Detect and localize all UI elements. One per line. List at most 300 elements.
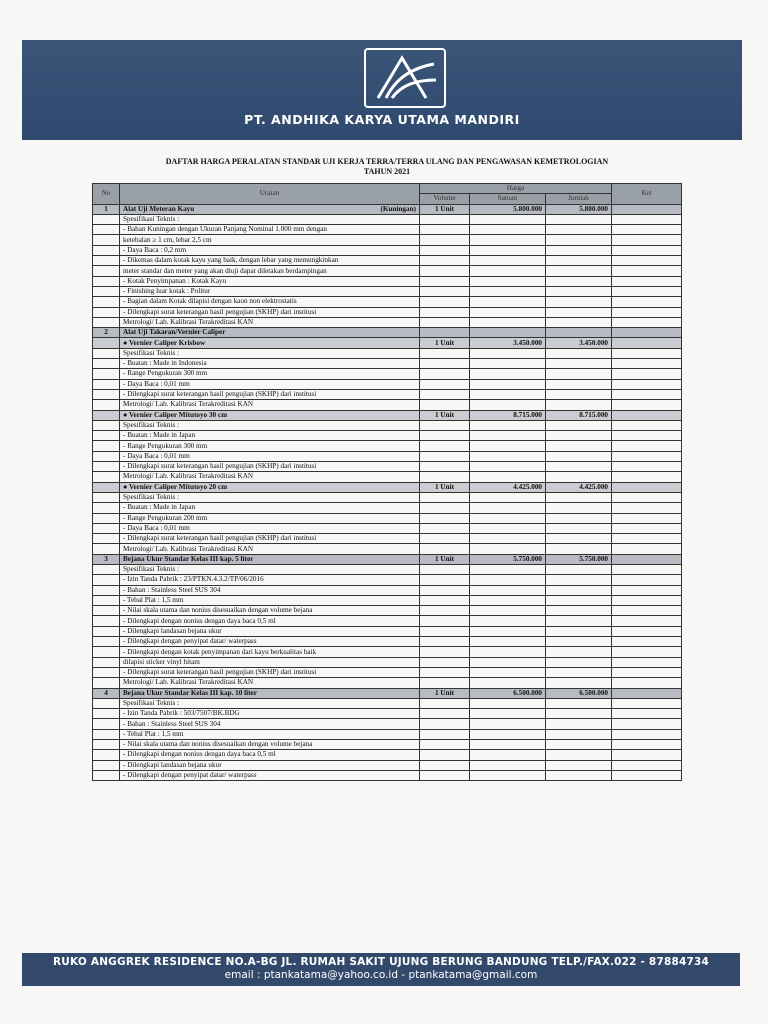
cell-satuan: 8.715.000 <box>470 410 546 420</box>
cell-ket <box>612 770 682 780</box>
cell-satuan <box>470 256 546 266</box>
cell-satuan <box>470 400 546 410</box>
cell-satuan <box>470 760 546 770</box>
cell-no <box>93 482 120 492</box>
cell-ket <box>612 740 682 750</box>
cell-uraian <box>120 297 420 307</box>
cell-satuan <box>470 492 546 502</box>
table-row <box>93 359 682 369</box>
cell-no <box>93 235 120 245</box>
cell-uraian <box>120 503 420 513</box>
cell-jumlah <box>546 307 612 317</box>
cell-ket <box>612 585 682 595</box>
cell-jumlah <box>546 379 612 389</box>
cell-ket <box>612 307 682 317</box>
cell-volume <box>420 678 470 688</box>
cell-ket <box>612 657 682 667</box>
table-row <box>93 564 682 574</box>
cell-satuan <box>470 678 546 688</box>
item-description: Metrologi/ Lab. Kalibrasi Terakreditasi KAN <box>123 544 254 553</box>
cell-satuan <box>470 626 546 636</box>
cell-volume <box>420 369 470 379</box>
cell-uraian <box>120 472 420 482</box>
cell-no <box>93 338 120 348</box>
cell-satuan <box>470 348 546 358</box>
cell-jumlah <box>546 235 612 245</box>
item-description: Metrologi/ Lab. Kalibrasi Terakreditasi KAN <box>123 400 254 409</box>
cell-volume: 1 Unit <box>420 204 470 214</box>
table-row <box>93 667 682 677</box>
cell-no: 3 <box>93 554 120 564</box>
cell-satuan <box>470 441 546 451</box>
cell-jumlah <box>546 359 612 369</box>
cell-satuan <box>470 740 546 750</box>
cell-satuan <box>470 657 546 667</box>
cell-no <box>93 678 120 688</box>
item-description: - Dilengkapi surat keterangan hasil pengujian (SKHP) dari institusi <box>123 534 317 543</box>
table-row <box>93 462 682 472</box>
cell-volume <box>420 245 470 255</box>
cell-jumlah: 8.715.000 <box>546 410 612 420</box>
cell-satuan <box>470 616 546 626</box>
cell-ket <box>612 420 682 430</box>
cell-satuan <box>470 369 546 379</box>
table-row <box>93 760 682 770</box>
item-description: dilapisi sticker vinyl hitam <box>123 657 200 666</box>
cell-no <box>93 348 120 358</box>
cell-uraian <box>120 750 420 760</box>
item-description: Metrologi/ Lab. Kalibrasi Terakreditasi KAN <box>123 318 254 326</box>
cell-no <box>93 544 120 554</box>
cell-satuan <box>470 637 546 647</box>
cell-jumlah <box>546 369 612 379</box>
item-description: ● Vernier Caliper Mitutoyo 20 cm <box>123 482 228 491</box>
cell-jumlah <box>546 492 612 502</box>
cell-uraian <box>120 256 420 266</box>
footer-email: email : ptankatama@yahoo.co.id - ptankatama@gmail.com <box>224 969 538 981</box>
table-row <box>93 585 682 595</box>
cell-satuan <box>470 698 546 708</box>
cell-satuan <box>470 389 546 399</box>
cell-satuan <box>470 503 546 513</box>
cell-uraian <box>120 245 420 255</box>
cell-ket <box>612 606 682 616</box>
table-row <box>93 626 682 636</box>
cell-no <box>93 719 120 729</box>
cell-volume <box>420 770 470 780</box>
item-description: - Tebal Plat : 1,5 mm <box>123 596 184 605</box>
cell-jumlah <box>546 256 612 266</box>
cell-jumlah <box>546 513 612 523</box>
cell-no <box>93 462 120 472</box>
table-row <box>93 400 682 410</box>
cell-jumlah <box>546 750 612 760</box>
table-row <box>93 709 682 719</box>
cell-satuan: 5.800.000 <box>470 204 546 214</box>
cell-no <box>93 307 120 317</box>
col-header-uraian: Uraian <box>120 184 420 205</box>
cell-ket <box>612 698 682 708</box>
item-description: Metrologi/ Lab. Kalibrasi Terakreditasi KAN <box>123 678 254 687</box>
cell-jumlah <box>546 214 612 224</box>
cell-jumlah <box>546 667 612 677</box>
cell-jumlah <box>546 462 612 472</box>
cell-uraian <box>120 410 420 420</box>
table-row <box>93 204 682 214</box>
cell-uraian <box>120 657 420 667</box>
cell-volume <box>420 214 470 224</box>
cell-no <box>93 317 120 327</box>
cell-ket <box>612 482 682 492</box>
item-description: - Izin Tanda Pabrik : 503/7507/BK.BDG <box>123 709 240 718</box>
cell-ket <box>612 575 682 585</box>
cell-satuan <box>470 523 546 533</box>
cell-no: 1 <box>93 204 120 214</box>
cell-no <box>93 513 120 523</box>
cell-uraian <box>120 338 420 348</box>
cell-ket <box>612 297 682 307</box>
table-row <box>93 637 682 647</box>
cell-no <box>93 286 120 296</box>
cell-volume <box>420 523 470 533</box>
cell-volume <box>420 492 470 502</box>
cell-ket <box>612 729 682 739</box>
cell-uraian <box>120 286 420 296</box>
item-description: Spesifikasi Teknis : <box>123 698 180 707</box>
cell-jumlah <box>546 719 612 729</box>
cell-satuan <box>470 225 546 235</box>
cell-ket <box>612 276 682 286</box>
cell-volume <box>420 585 470 595</box>
item-tag: (Kuningan) <box>380 204 416 213</box>
cell-uraian <box>120 523 420 533</box>
cell-jumlah <box>546 544 612 554</box>
cell-uraian <box>120 214 420 224</box>
item-description: - Buatan : Made in Japan <box>123 431 196 440</box>
cell-ket <box>612 317 682 327</box>
table-row <box>93 266 682 276</box>
cell-satuan <box>470 451 546 461</box>
item-description: - Dilengkapi surat keterangan hasil pengujian (SKHP) dari institusi <box>123 390 317 399</box>
item-description: - Dilengkapi dengan kotak penyimpanan dari kayu berkualitas baik <box>123 647 317 656</box>
cell-uraian <box>120 441 420 451</box>
cell-volume <box>420 441 470 451</box>
col-header-harga: Harga <box>420 184 612 194</box>
item-description: - Bahan : Stainless Steel SUS 304 <box>123 585 221 594</box>
cell-jumlah <box>546 441 612 451</box>
cell-satuan <box>470 513 546 523</box>
cell-uraian <box>120 276 420 286</box>
cell-jumlah <box>546 637 612 647</box>
company-logo-icon <box>364 48 446 108</box>
item-description: - Daya Baca : 0,2 mm <box>123 245 187 254</box>
cell-volume <box>420 760 470 770</box>
cell-no: 4 <box>93 688 120 698</box>
table-row <box>93 235 682 245</box>
cell-ket <box>612 544 682 554</box>
cell-volume <box>420 472 470 482</box>
price-table <box>92 183 682 781</box>
cell-ket <box>612 225 682 235</box>
item-description: - Buatan : Made in Japan <box>123 503 196 512</box>
col-header-no: No <box>93 184 120 205</box>
cell-no <box>93 750 120 760</box>
cell-ket <box>612 472 682 482</box>
item-description: - Bagian dalam Kotak dilapisi dengan kaon non elektrostatis <box>123 297 297 306</box>
cell-satuan <box>470 235 546 245</box>
cell-no <box>93 472 120 482</box>
item-description: ● Vernier Caliper Mitutoyo 30 cm <box>123 410 228 419</box>
table-row <box>93 554 682 564</box>
cell-uraian <box>120 389 420 399</box>
cell-ket <box>612 534 682 544</box>
cell-no <box>93 657 120 667</box>
cell-jumlah <box>546 698 612 708</box>
cell-ket <box>612 266 682 276</box>
cell-uraian <box>120 492 420 502</box>
item-description: - Range Pengukuran 300 mm <box>123 369 208 378</box>
item-description: Spesifikasi Teknis : <box>123 420 180 429</box>
cell-uraian <box>120 451 420 461</box>
cell-ket <box>612 709 682 719</box>
cell-volume <box>420 276 470 286</box>
table-row <box>93 523 682 533</box>
table-row <box>93 513 682 523</box>
cell-uraian <box>120 585 420 595</box>
cell-volume: 1 Unit <box>420 410 470 420</box>
cell-jumlah: 3.450.000 <box>546 338 612 348</box>
cell-jumlah <box>546 451 612 461</box>
cell-ket <box>612 492 682 502</box>
cell-volume <box>420 667 470 677</box>
cell-jumlah <box>546 431 612 441</box>
cell-satuan <box>470 359 546 369</box>
cell-no <box>93 266 120 276</box>
table-row <box>93 431 682 441</box>
cell-uraian <box>120 626 420 636</box>
cell-satuan <box>470 770 546 780</box>
document-title: DAFTAR HARGA PERALATAN STANDAR UJI KERJA TERRA/TERRA ULANG DAN PENGAWASAN KEMETROLOGIAN <box>165 157 609 166</box>
cell-no <box>93 637 120 647</box>
cell-volume <box>420 637 470 647</box>
table-row <box>93 410 682 420</box>
cell-volume <box>420 462 470 472</box>
table-row <box>93 307 682 317</box>
item-description: - Range Pengukuran 200 mm <box>123 513 208 522</box>
cell-uraian <box>120 719 420 729</box>
table-row <box>93 420 682 430</box>
cell-uraian <box>120 729 420 739</box>
cell-uraian <box>120 317 420 327</box>
table-row <box>93 297 682 307</box>
cell-volume <box>420 750 470 760</box>
item-description: - Nilai skala utama dan nonius disesuaikan dengan volume bejana <box>123 740 313 749</box>
cell-no <box>93 709 120 719</box>
item-description: Metrologi/ Lab. Kalibrasi Terakreditasi KAN <box>123 472 254 481</box>
cell-volume <box>420 740 470 750</box>
cell-uraian <box>120 616 420 626</box>
cell-no <box>93 575 120 585</box>
cell-volume <box>420 400 470 410</box>
cell-satuan <box>470 606 546 616</box>
cell-satuan <box>470 667 546 677</box>
cell-no <box>93 534 120 544</box>
cell-satuan <box>470 317 546 327</box>
cell-uraian <box>120 328 420 338</box>
cell-jumlah <box>546 575 612 585</box>
cell-ket <box>612 204 682 214</box>
cell-jumlah <box>546 595 612 605</box>
table-row <box>93 606 682 616</box>
cell-jumlah: 5.800.000 <box>546 204 612 214</box>
cell-satuan <box>470 595 546 605</box>
cell-no <box>93 647 120 657</box>
cell-volume <box>420 297 470 307</box>
cell-volume <box>420 657 470 667</box>
cell-satuan <box>470 709 546 719</box>
cell-satuan <box>470 286 546 296</box>
cell-jumlah <box>546 760 612 770</box>
cell-satuan: 6.500.000 <box>470 688 546 698</box>
table-row <box>93 225 682 235</box>
cell-jumlah: 6.500.000 <box>546 688 612 698</box>
cell-no <box>93 503 120 513</box>
cell-volume <box>420 317 470 327</box>
item-description: - Dilengkapi dengan penyipat datar/ waterpass <box>123 771 257 780</box>
cell-uraian <box>120 595 420 605</box>
item-description: - Izin Tanda Pabrik : 23/PTKN.4.3.2/TP/06/2016 <box>123 575 264 584</box>
cell-satuan <box>470 245 546 255</box>
cell-satuan <box>470 534 546 544</box>
cell-no <box>93 729 120 739</box>
table-row <box>93 647 682 657</box>
cell-volume <box>420 379 470 389</box>
cell-no <box>93 492 120 502</box>
table-row <box>93 657 682 667</box>
cell-uraian <box>120 688 420 698</box>
cell-no <box>93 740 120 750</box>
cell-no <box>93 369 120 379</box>
cell-no <box>93 214 120 224</box>
cell-jumlah <box>546 317 612 327</box>
cell-volume <box>420 420 470 430</box>
item-description: Alat Uji Meteran Kayu <box>123 204 195 213</box>
cell-jumlah <box>546 647 612 657</box>
cell-volume <box>420 647 470 657</box>
item-description: - Dilengkapi dengan nonius dengan daya baca 0,5 ml <box>123 750 276 759</box>
cell-ket <box>612 647 682 657</box>
cell-uraian <box>120 513 420 523</box>
cell-no <box>93 564 120 574</box>
cell-no <box>93 245 120 255</box>
cell-ket <box>612 256 682 266</box>
cell-uraian <box>120 667 420 677</box>
cell-volume <box>420 606 470 616</box>
cell-no <box>93 297 120 307</box>
cell-volume <box>420 431 470 441</box>
cell-ket <box>612 451 682 461</box>
cell-uraian <box>120 235 420 245</box>
cell-volume <box>420 328 470 338</box>
cell-uraian <box>120 554 420 564</box>
item-description: - Tebal Plat : 1,5 mm <box>123 729 184 738</box>
cell-volume <box>420 544 470 554</box>
cell-volume <box>420 709 470 719</box>
table-row <box>93 389 682 399</box>
cell-uraian <box>120 760 420 770</box>
table-row <box>93 338 682 348</box>
cell-uraian <box>120 544 420 554</box>
cell-volume <box>420 534 470 544</box>
footer-band <box>22 953 740 986</box>
cell-jumlah <box>546 245 612 255</box>
table-row <box>93 688 682 698</box>
item-description: ● Vernier Caliper Krisbow <box>123 338 206 347</box>
table-row <box>93 245 682 255</box>
cell-uraian <box>120 379 420 389</box>
table-row <box>93 544 682 554</box>
cell-ket <box>612 462 682 472</box>
table-row <box>93 770 682 780</box>
item-description: - Dilengkapi dengan nonius dengan daya baca 0,5 ml <box>123 616 276 625</box>
cell-volume <box>420 503 470 513</box>
cell-ket <box>612 595 682 605</box>
cell-uraian <box>120 534 420 544</box>
cell-uraian <box>120 431 420 441</box>
cell-uraian <box>120 266 420 276</box>
cell-uraian <box>120 709 420 719</box>
cell-satuan: 5.750.000 <box>470 554 546 564</box>
col-header-volume: Volume <box>420 194 470 204</box>
cell-jumlah <box>546 420 612 430</box>
cell-ket <box>612 554 682 564</box>
table-row <box>93 369 682 379</box>
item-description: - Dilengkapi surat keterangan hasil pengujian (SKHP) dari institusi <box>123 307 317 316</box>
cell-ket <box>612 400 682 410</box>
cell-no <box>93 410 120 420</box>
cell-ket <box>612 503 682 513</box>
table-row <box>93 348 682 358</box>
cell-uraian <box>120 575 420 585</box>
cell-satuan <box>470 585 546 595</box>
cell-satuan <box>470 564 546 574</box>
cell-no <box>93 359 120 369</box>
cell-uraian <box>120 420 420 430</box>
table-row <box>93 616 682 626</box>
table-row <box>93 719 682 729</box>
cell-jumlah <box>546 740 612 750</box>
cell-uraian <box>120 770 420 780</box>
cell-volume <box>420 513 470 523</box>
cell-no <box>93 276 120 286</box>
cell-no <box>93 225 120 235</box>
cell-jumlah <box>546 523 612 533</box>
cell-uraian <box>120 400 420 410</box>
item-description: - Dikemas dalam kotak kayu yang baik, dengan lebar yang memungkinkan <box>123 256 339 265</box>
cell-ket <box>612 379 682 389</box>
cell-no <box>93 389 120 399</box>
cell-ket <box>612 389 682 399</box>
cell-ket <box>612 431 682 441</box>
cell-jumlah <box>546 266 612 276</box>
cell-no <box>93 770 120 780</box>
cell-jumlah <box>546 709 612 719</box>
cell-satuan <box>470 472 546 482</box>
table-row <box>93 379 682 389</box>
cell-ket <box>612 750 682 760</box>
cell-volume <box>420 698 470 708</box>
item-description: - Dilengkapi surat keterangan hasil pengujian (SKHP) dari institusi <box>123 668 317 677</box>
